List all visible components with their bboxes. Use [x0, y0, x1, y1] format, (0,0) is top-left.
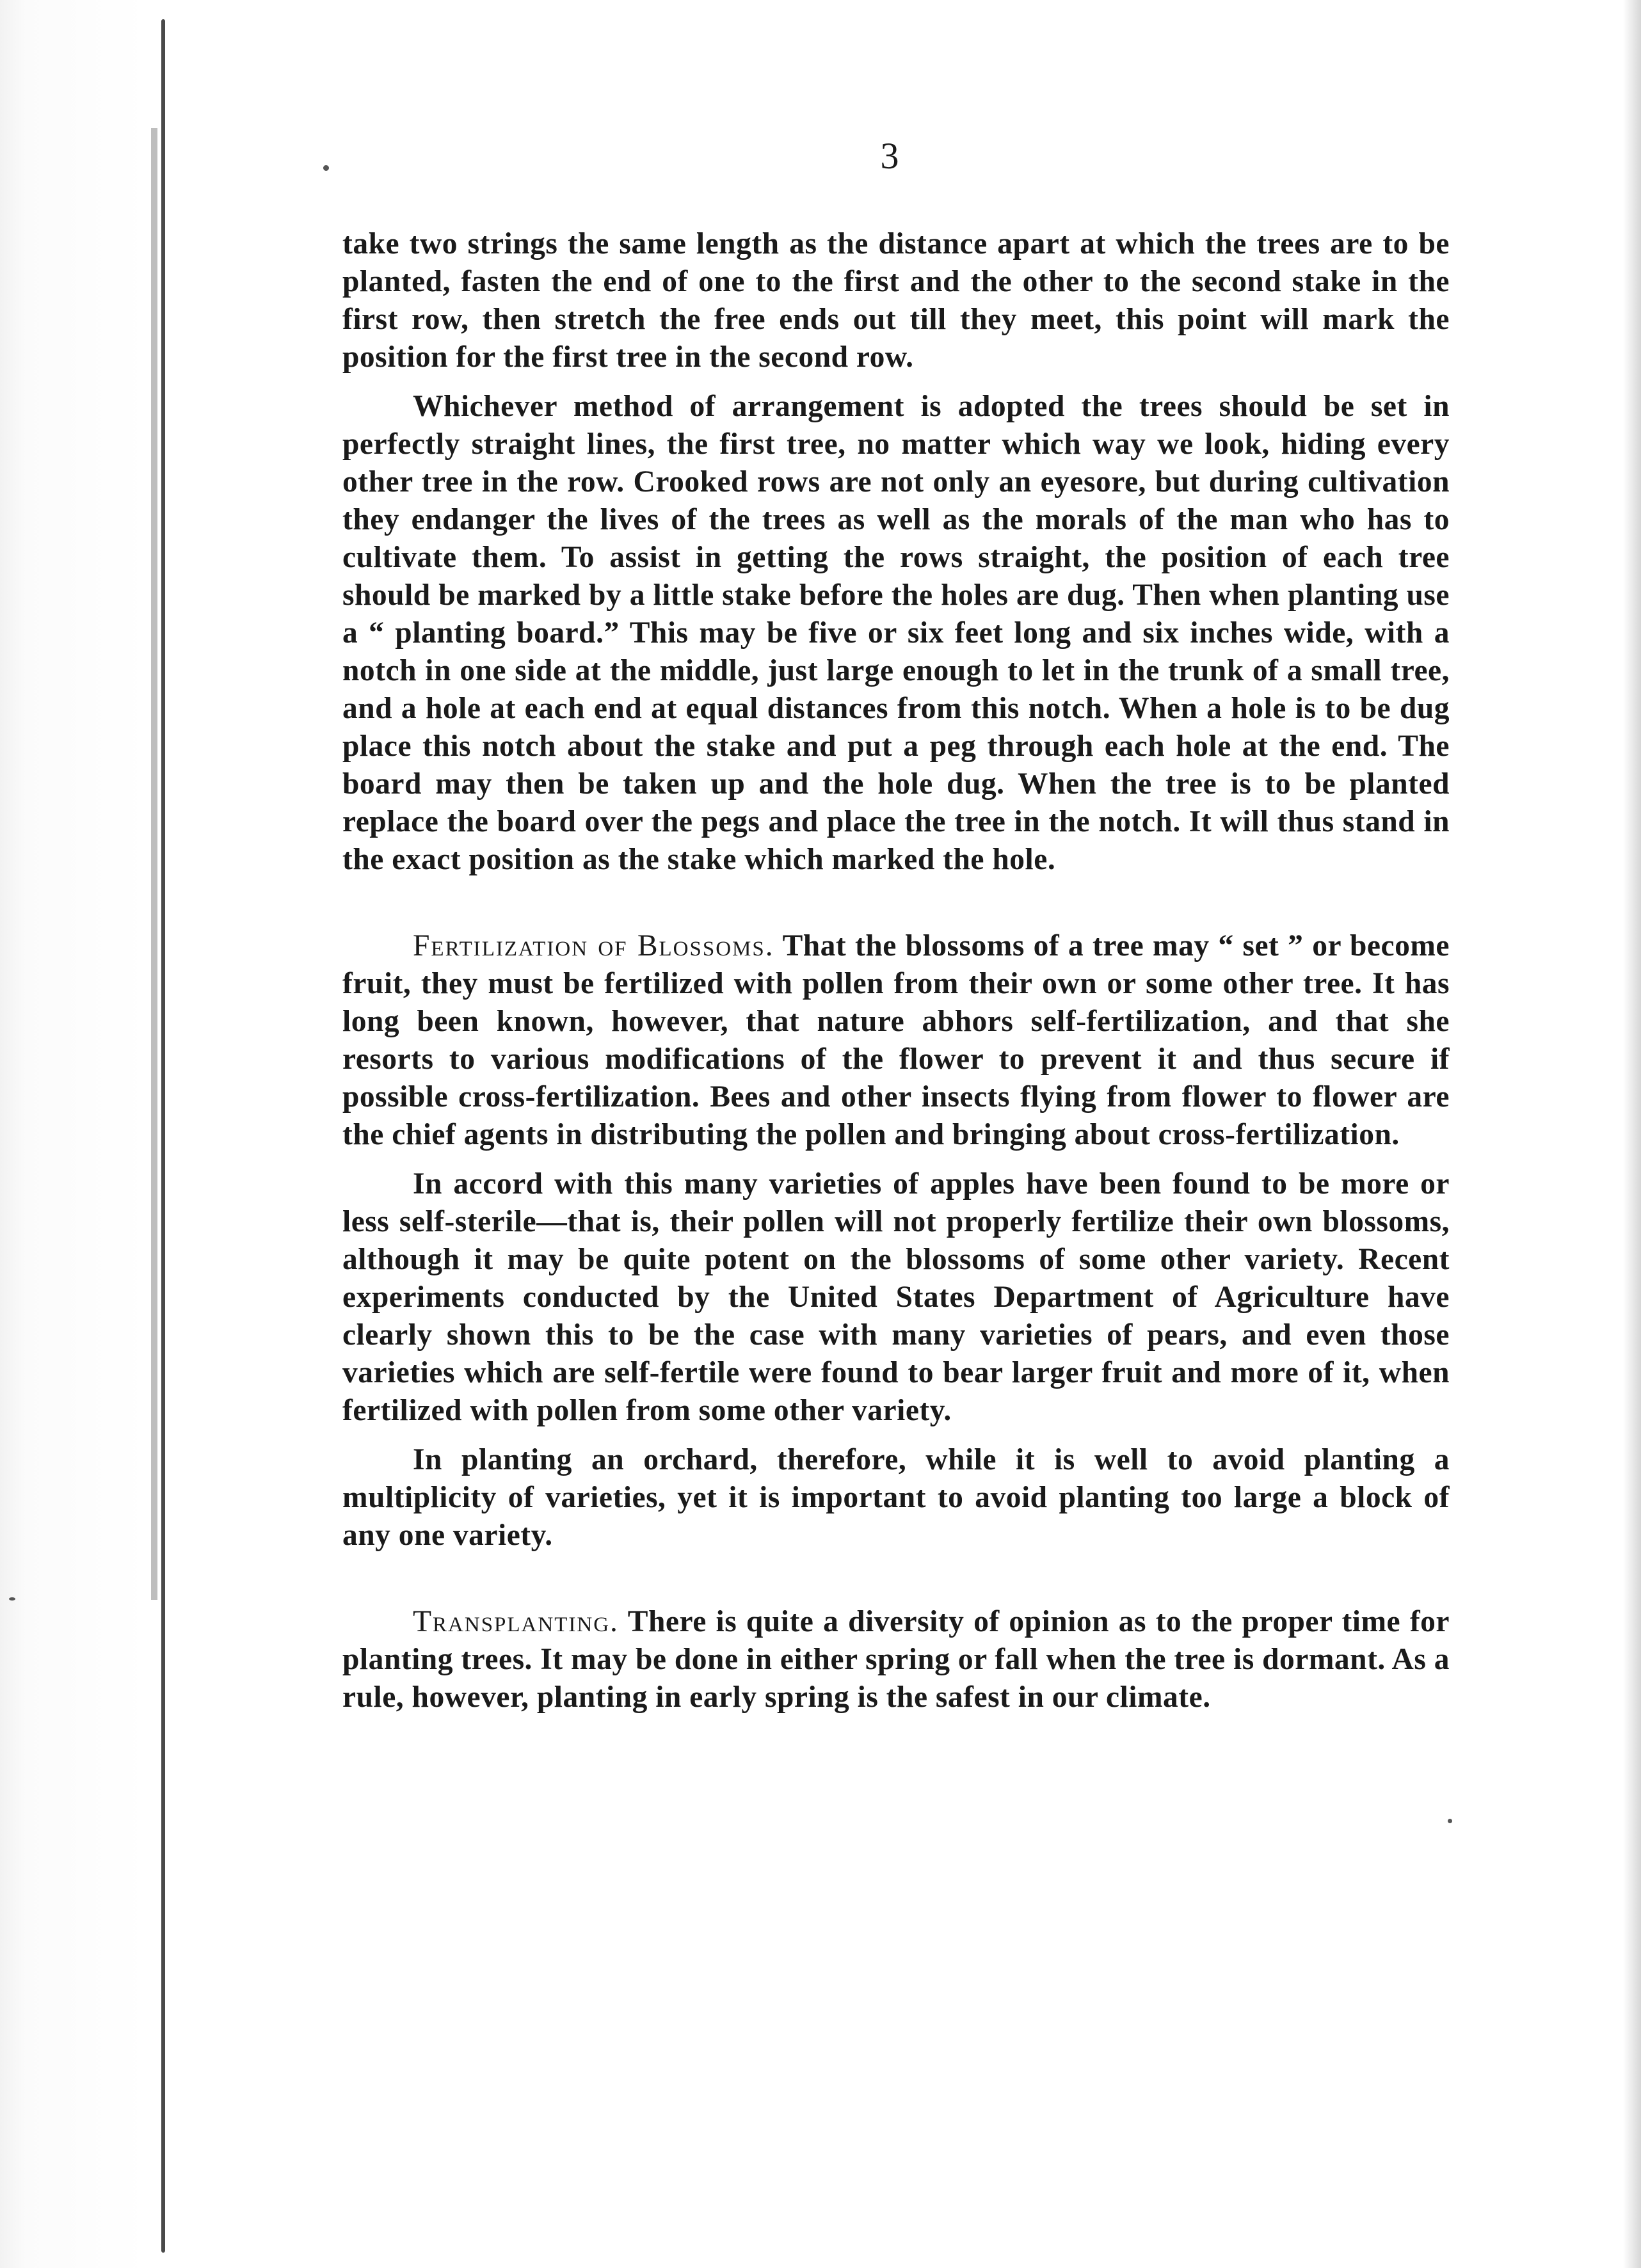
paragraph-6: [342, 1603, 1450, 1716]
paragraph-2: Whichever method of arrangement is adopted the trees should be set in perfectly straight lines, the first tree, no matter which way we look, hiding every other tree in the row. Crooked rows are not only an eyesore, but during cultivation they endanger the lives of the trees as well as the morals of the man who has to cultivate them. To assist in getting the rows straight, the position of each tree should be marked by a little stake before the holes are dug. Then when planting use a “ planting board.” This may be five or six feet long and six inches wide, with a notch in one side at the middle, just large enough to let in the trunk of a small tree, and a hole at each end at equal distances from this notch. When a hole is to be dug place this notch about the stake and put a peg through each hole at the end. The board may then be taken up and the hole dug. When the tree is to be planted replace the board over the pegs and place the tree in the notch. It will thus stand in the exact position as the stake which marked the hole.: [342, 390, 1450, 876]
binding-shadow: [151, 128, 157, 1600]
paragraph-5: In planting an orchard, therefore, while it is well to avoid planting a multiplicity of varieties, yet it is important to avoid planting too large a block of any one variety.: [342, 1443, 1450, 1552]
section-heading-fertilization: Fertilization of Blossoms.: [413, 929, 774, 962]
section-heading-transplanting: Transplanting.: [413, 1605, 619, 1638]
paragraph-4: In accord with this many varieties of apples have been found to be more or less self-sterile—that is, their pollen will not properly fertilize their own blossoms, although it may be quite potent on the blossoms of some other variety. Recent experiments conducted by the United States Department of Agriculture have clearly shown this to be the case with many varieties of pears, and even those varieties which are self-fertile were found to bear larger fruit and more of it, when fertilized with pollen from some other variety.: [342, 1167, 1450, 1427]
paragraph-3-text: That the blossoms of a tree may “ set ” or become fruit, they must be fertilized with pollen from their own or some other tree. It has long been known, however, that nature abhors self-fertilization, and that she resorts to various modifications of the flower to prevent it and thus secure if possible cross-fertilization. Bees and other insects flying from flower to flower are the chief agents in distributing the pollen and bringing about cross-fertilization.: [342, 929, 1450, 1151]
scan-speck: [9, 1597, 15, 1601]
scan-speck: [1448, 1819, 1452, 1823]
body-text: [342, 225, 1450, 1716]
page-number: 3: [880, 135, 899, 177]
paragraph-1: take two strings the same length as the distance apart at which the trees are to be planted, fasten the end of one to the first and the other to the second stake in the first row, then stretch the free ends out till they meet, this point will mark the position for the first tree in the second row.: [342, 227, 1450, 374]
paragraph-3: [342, 927, 1450, 1154]
paragraph-6-text: There is quite a diversity of opinion as to the proper time for planting trees. It may be done in either spring or fall when the tree is dormant. As a rule, however, planting in early spring is the safest in our climate.: [342, 1605, 1450, 1714]
binding-edge: [161, 19, 165, 2253]
scan-speck: [323, 165, 329, 171]
scan-right-edge: [1623, 0, 1641, 2268]
